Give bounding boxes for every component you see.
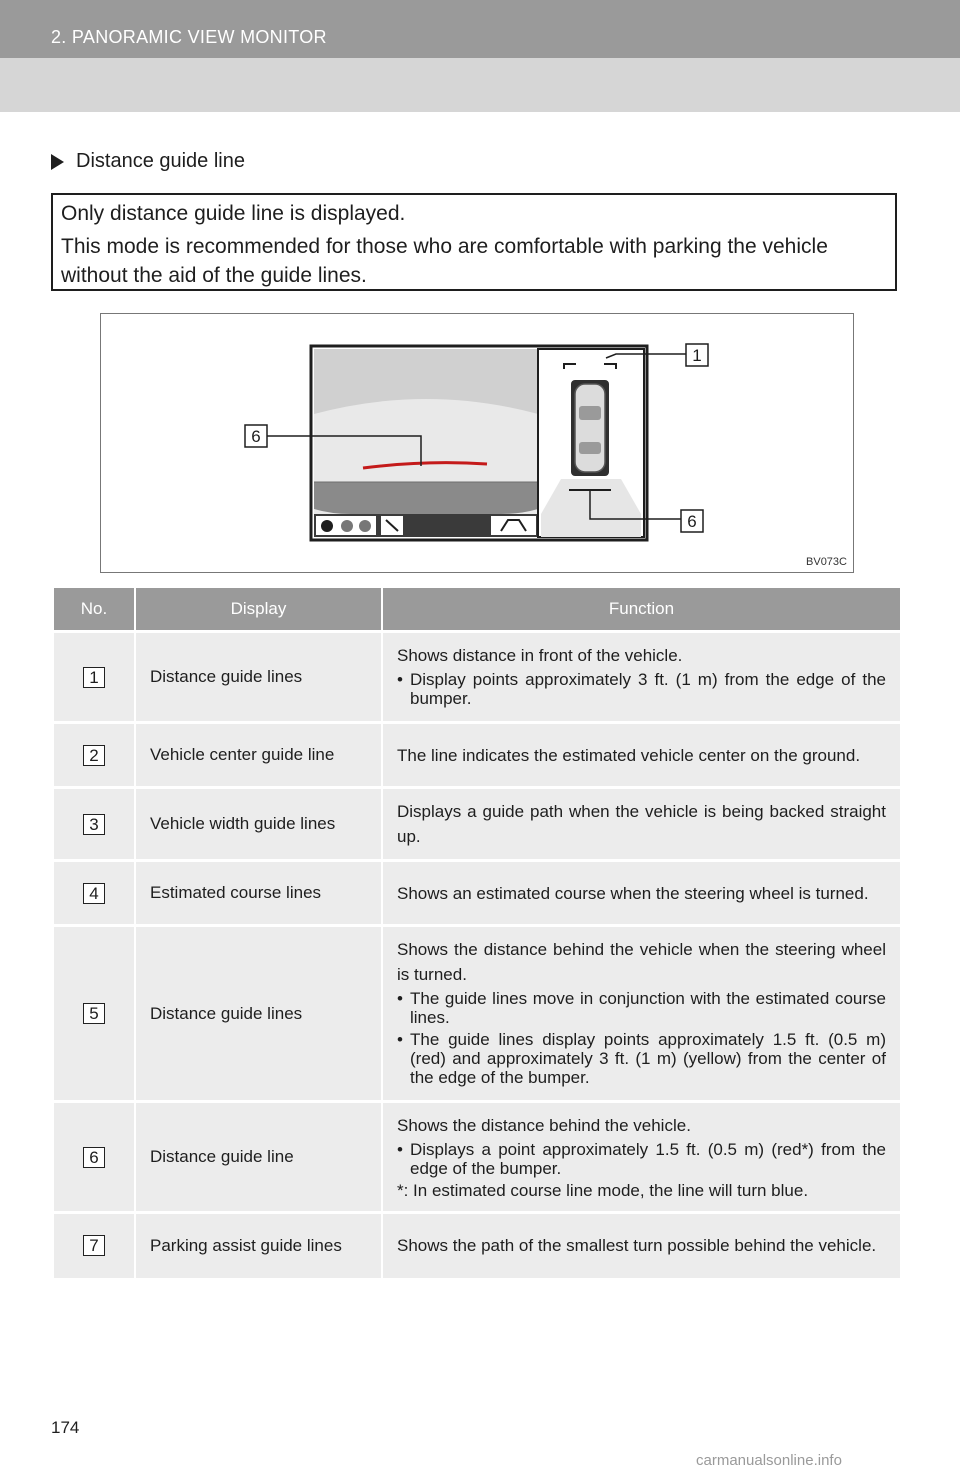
function-bullets (397, 1140, 886, 1178)
guide-lines-table (54, 588, 900, 1278)
page-number: 174 (51, 1418, 80, 1437)
info-line-2: This mode is recommended for those who are comfortable with parking the vehicle without the aid of the guide lines. (61, 235, 828, 287)
row-display: Vehicle center guide line (135, 723, 382, 788)
function-lead: Shows the distance behind the vehicle when the steering wheel is turned. (397, 940, 886, 984)
row-display: Distance guide lines (135, 632, 382, 723)
table-header-row (54, 588, 900, 632)
triangle-bullet-icon (51, 154, 64, 170)
row-function (382, 1213, 900, 1278)
row-display: Estimated course lines (135, 861, 382, 926)
row-display: Parking assist guide lines (135, 1213, 382, 1278)
row-function (382, 632, 900, 723)
callout-6-right: 6 (687, 512, 697, 531)
function-bullets (397, 670, 886, 708)
watermark: carmanualsonline.info (696, 1452, 842, 1469)
function-lead: Shows distance in front of the vehicle. (397, 646, 683, 665)
function-lead: Shows an estimated course when the steering wheel is turned. (397, 883, 869, 903)
callout-6-left: 6 (251, 427, 261, 446)
row-number: 1 (83, 667, 105, 688)
section-title: 2. PANORAMIC VIEW MONITOR (51, 27, 327, 47)
table-row (54, 632, 900, 723)
table-row (54, 1102, 900, 1213)
row-number: 3 (83, 814, 105, 835)
row-number: 4 (83, 883, 105, 904)
function-bullet: • Displays a point approximately 1.5 ft. (0.5 m) (red*) from the edge of the bumper. (397, 1140, 886, 1178)
table-row (54, 861, 900, 926)
row-display: Distance guide lines (135, 926, 382, 1102)
table-row (54, 1213, 900, 1278)
function-note: *: In estimated course line mode, the line will turn blue. (397, 1181, 809, 1200)
row-function (382, 788, 900, 861)
callout-1: 1 (692, 346, 702, 365)
row-number: 5 (83, 1003, 105, 1024)
row-function (382, 926, 900, 1102)
monitor-illustration (101, 314, 853, 572)
figure-code: BV073C (806, 556, 847, 568)
row-display: Distance guide line (135, 1102, 382, 1213)
header-no: No. (54, 588, 135, 632)
row-function (382, 1102, 900, 1213)
sensor-icon-2 (359, 520, 371, 532)
car-icon (575, 384, 605, 472)
row-number: 7 (83, 1235, 105, 1256)
subheading-text: Distance guide line (76, 150, 245, 172)
row-function (382, 723, 900, 788)
camera-ground (314, 482, 538, 514)
row-function (382, 861, 900, 926)
info-box (51, 193, 897, 291)
function-lead: Shows the distance behind the vehicle. (397, 1116, 691, 1135)
guide-mode-icon (491, 516, 536, 535)
function-bullet: • The guide lines move in conjunction with the estimated course lines. (397, 989, 886, 1027)
monitor-figure (100, 313, 854, 573)
info-icon (321, 520, 333, 532)
row-display: Vehicle width guide lines (135, 788, 382, 861)
function-lead: Shows the path of the smallest turn possible behind the vehicle. (397, 1236, 877, 1256)
header-display: Display (135, 588, 382, 632)
row-number: 2 (83, 745, 105, 766)
function-bullet: • The guide lines display points approximately 1.5 ft. (0.5 m) (red) and approximately 3 ft. (1 m) (yellow) from the center of the edge of the bumper. (397, 1030, 886, 1087)
info-line-1: Only distance guide line is displayed. (61, 202, 406, 225)
row-number: 6 (83, 1147, 105, 1168)
function-bullet: • Display points approximately 3 ft. (1 m) from the edge of the bumper. (397, 670, 886, 708)
function-lead: The line indicates the estimated vehicle center on the ground. (397, 745, 861, 765)
table-row (54, 926, 900, 1102)
table-row (54, 788, 900, 861)
header-function: Function (382, 588, 900, 632)
table-row (54, 723, 900, 788)
function-lead: Displays a guide path when the vehicle is being backed straight up. (397, 802, 886, 846)
function-bullets (397, 989, 886, 1087)
sensor-icon-1 (341, 520, 353, 532)
subheading (51, 150, 245, 173)
